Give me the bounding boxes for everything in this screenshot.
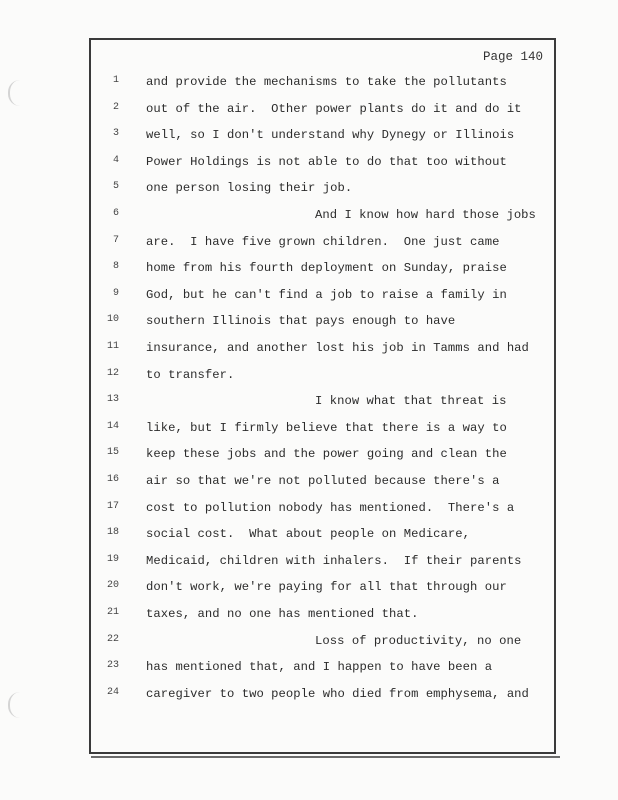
transcript-line [91,660,558,680]
line-text: taxes, and no one has mentioned that. [146,607,419,621]
line-number: 3 [112,128,119,140]
transcript-line [91,155,558,175]
transcript-line [91,394,558,414]
transcript-line [91,554,558,574]
transcript-line [91,208,558,228]
line-text: one person losing their job. [146,181,353,196]
line-number: 18 [106,527,119,539]
line-number: 5 [112,181,119,193]
line-text: and provide the mechanisms to take the pollutants [146,75,507,89]
transcript-line [91,634,558,654]
line-number: 23 [106,660,119,672]
line-text: keep these jobs and the power going and clean the [146,447,507,462]
transcript-line [91,261,558,281]
punch-hole-mark [8,80,20,106]
line-text: has mentioned that, and I happen to have been a [146,660,493,675]
line-number: 11 [106,341,119,352]
line-number: 14 [106,420,119,432]
line-number: 24 [106,686,119,698]
line-number: 20 [106,580,119,592]
line-text: don't work, we're paying for all that through our [146,580,507,595]
transcript-line [91,128,558,148]
line-number: 19 [106,553,119,565]
line-text: cost to pollution nobody has mentioned. There's a [146,500,515,515]
line-number: 2 [112,101,119,113]
transcript-line [91,474,558,494]
line-text: are. I have five grown children. One just came [146,234,500,249]
line-text: Loss of productivity, no one [315,633,522,648]
transcript-line [91,687,558,707]
line-text: insurance, and another lost his job in Tamms and had [146,341,529,355]
line-text: well, so I don't understand why Dynegy or Illinois [146,128,515,143]
line-text: Power Holdings is not able to do that too without [146,154,507,169]
line-number: 17 [106,500,119,512]
line-text: southern Illinois that pays enough to have [146,314,456,329]
line-number: 1 [112,75,119,86]
line-number: 15 [106,447,119,459]
line-text: out of the air. Other power plants do it and do it [146,101,522,116]
line-text: air so that we're not polluted because there's a [146,474,500,488]
line-number: 13 [106,394,119,406]
transcript-line [91,235,558,255]
line-number: 16 [106,474,119,485]
transcript-line [91,102,558,122]
line-text: social cost. What about people on Medicare, [146,527,471,542]
line-number: 7 [112,234,119,246]
transcript-line [91,341,558,361]
line-number: 4 [112,154,119,166]
punch-hole-mark [8,692,20,718]
transcript-line [91,314,558,334]
line-text: God, but he can't find a job to raise a family in [146,287,507,302]
transcript-line [91,527,558,547]
line-text: And I know how hard those jobs [315,208,536,222]
line-text: caregiver to two people who died from emphysema, and [146,686,529,701]
line-number: 21 [106,607,119,618]
line-text: home from his fourth deployment on Sunday, praise [146,261,507,276]
line-text: to transfer. [146,367,235,382]
transcript-line [91,75,558,95]
line-number: 8 [112,261,119,273]
transcript-line [91,181,558,201]
transcript-frame [89,38,556,754]
transcript-line [91,421,558,441]
transcript-line [91,501,558,521]
transcript-line [91,447,558,467]
line-number: 12 [106,367,119,379]
line-number: 10 [106,314,119,326]
line-text: I know what that threat is [315,394,507,409]
transcript-line [91,288,558,308]
line-number: 6 [112,208,119,219]
line-text: Medicaid, children with inhalers. If their parents [146,553,522,568]
transcript-line [91,368,558,388]
transcript-line [91,580,558,600]
line-number: 22 [106,633,119,645]
line-text: like, but I firmly believe that there is a way to [146,420,507,435]
line-number: 9 [112,287,119,299]
transcript-line [91,607,558,627]
page-number: Page 140 [482,50,543,64]
